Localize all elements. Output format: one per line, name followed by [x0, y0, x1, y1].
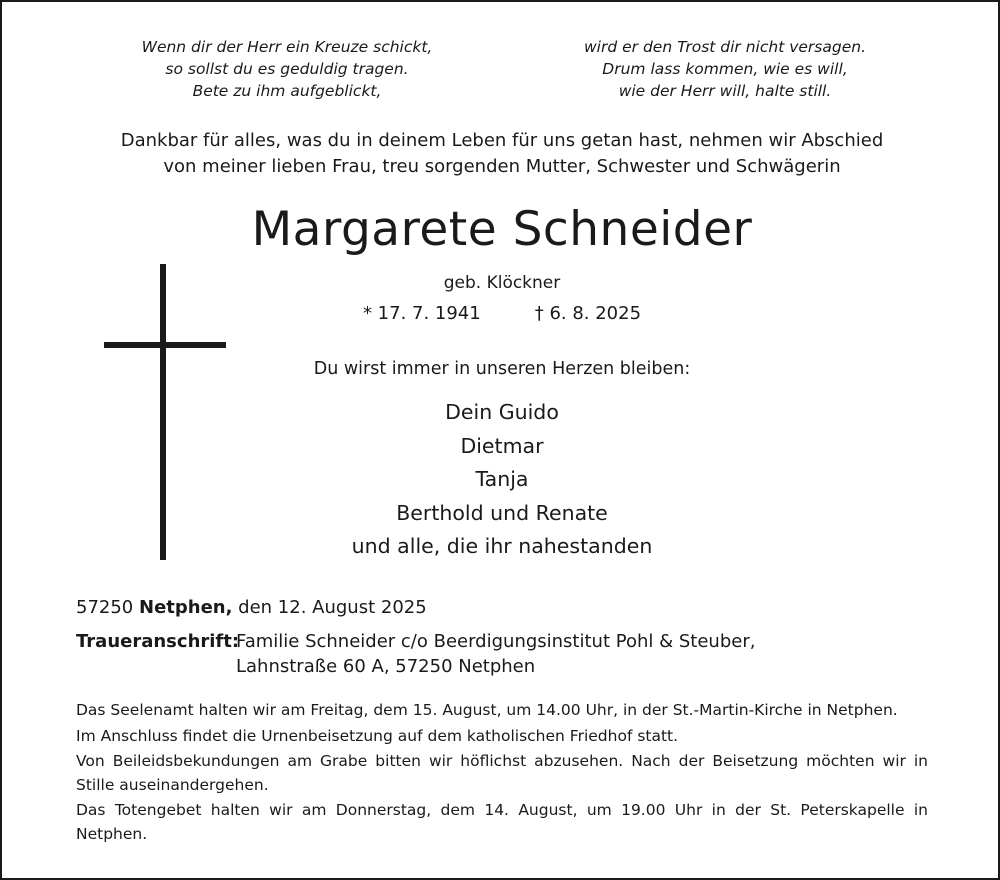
note-paragraph: Das Seelenamt halten wir am Freitag, dem 15. August, um 14.00 Uhr, in der St.-Martin-Kirche in Netphen. — [76, 701, 898, 719]
note-paragraph: Das Totengebet halten wir am Donnerstag, dem 14. August, um 19.00 Uhr in der St. Peterskapelle in Netphen. — [76, 801, 928, 843]
mourner: Dietmar — [460, 433, 544, 458]
mourner: Dein Guido — [445, 400, 559, 424]
city: Netphen, — [139, 597, 233, 618]
birth-date: * 17. 7. 1941 — [362, 303, 481, 324]
deceased-name: Margarete Schneider — [251, 202, 753, 257]
address-label: Traueranschrift: — [76, 631, 240, 652]
remember-line: Du wirst immer in unseren Herzen bleiben: — [313, 359, 691, 379]
mourners-list — [2, 396, 1000, 564]
poem-line: wie der Herr will, halte still. — [618, 82, 832, 100]
death-date: † 6. 8. 2025 — [534, 303, 642, 324]
poem-left — [92, 36, 482, 102]
intro-line: Dankbar für alles, was du in deinem Leben für uns getan hast, nehmen wir Abschied — [120, 130, 884, 151]
notice-date: den 12. August 2025 — [238, 597, 427, 618]
poem-line: wird er den Trost dir nicht versagen. — [584, 38, 866, 56]
intro-line: von meiner lieben Frau, treu sorgenden Mutter, Schwester und Schwägerin — [163, 156, 841, 177]
poem-line: Drum lass kommen, wie es will, — [602, 60, 848, 78]
note-paragraph: Von Beileidsbekundungen am Grabe bitten wir höflichst abzusehen. Nach der Beisetzung möchten wir in Stille auseinandergehen. — [76, 752, 928, 794]
service-notes — [76, 699, 928, 848]
poem-line: Bete zu ihm aufgeblickt, — [192, 82, 382, 100]
birth-name: geb. Klöckner — [443, 273, 561, 293]
poem-line: so sollst du es geduldig tragen. — [165, 60, 409, 78]
note-paragraph: Im Anschluss findet die Urnenbeisetzung auf dem katholischen Friedhof statt. — [76, 726, 679, 745]
mourning-address — [76, 629, 755, 679]
poem-line: Wenn dir der Herr ein Kreuze schickt, — [141, 38, 433, 56]
address-line-1: Familie Schneider c/o Beerdigungsinstitut Pohl & Steuber, — [236, 631, 756, 652]
intro-text — [42, 128, 962, 180]
zip-code: 57250 — [76, 597, 134, 618]
mourner: Berthold und Renate — [396, 500, 608, 525]
address-line-2: Lahnstraße 60 A, 57250 Netphen — [236, 656, 536, 677]
mourner: Tanja — [475, 467, 529, 491]
poem-right — [530, 36, 920, 102]
mourner: und alle, die ihr nahestanden — [351, 534, 653, 558]
place-date — [76, 594, 427, 622]
